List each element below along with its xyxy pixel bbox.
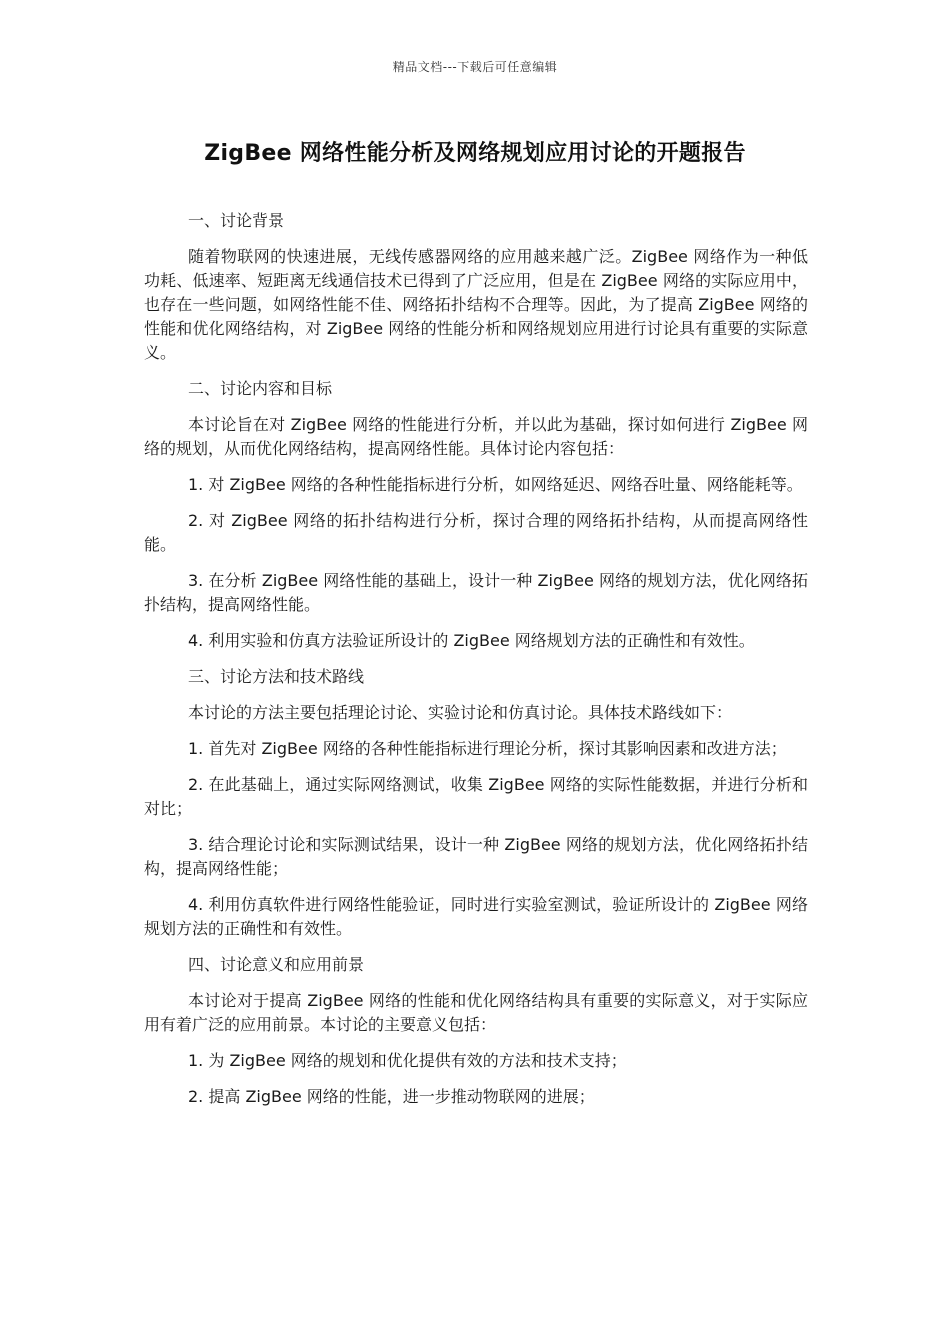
list-item-methods-1: 1. 首先对 ZigBee 网络的各种性能指标进行理论分析，探讨其影响因素和改进方法； — [188, 739, 787, 758]
section-heading-methods: 三、讨论方法和技术路线 — [188, 667, 365, 686]
list-item-content-4: 4. 利用实验和仿真方法验证所设计的 ZigBee 网络规划方法的正确性和有效性。 — [188, 631, 755, 650]
header-note: 精品文档---下载后可任意编辑 — [392, 60, 558, 74]
paragraph-background: 随着物联网的快速进展，无线传感器网络的应用越来越广泛。ZigBee 网络作为一种低功耗、低速率、短距离无线通信技术已得到了广泛应用，但是在 ZigBee 网络的实际应用中，也存在一些问题，如网络性能不佳、网络拓扑结构不合理等。因此，为了提高 ZigBee 网络的性能和优化网络结构，对 ZigBee 网络的性能分析和网络规划应用进行讨论具有重要的实际意义。 — [144, 247, 808, 362]
list-item-significance-1: 1. 为 ZigBee 网络的规划和优化提供有效的方法和技术支持； — [188, 1051, 627, 1070]
list-item-methods-3: 3. 结合理论讨论和实际测试结果，设计一种 ZigBee 网络的规划方法，优化网络拓扑结构，提高网络性能； — [144, 835, 808, 878]
section-heading-significance: 四、讨论意义和应用前景 — [188, 955, 365, 974]
section-heading-background: 一、讨论背景 — [188, 211, 285, 230]
list-item-methods-2: 2. 在此基础上，通过实际网络测试，收集 ZigBee 网络的实际性能数据，并进行分析和对比； — [144, 775, 808, 818]
list-item-content-2: 2. 对 ZigBee 网络的拓扑结构进行分析，探讨合理的网络拓扑结构，从而提高网络性能。 — [144, 511, 808, 554]
paragraph-significance-intro: 本讨论对于提高 ZigBee 网络的性能和优化网络结构具有重要的实际意义，对于实际应用有着广泛的应用前景。本讨论的主要意义包括： — [144, 991, 808, 1034]
list-item-content-1: 1. 对 ZigBee 网络的各种性能指标进行分析，如网络延迟、网络吞吐量、网络能耗等。 — [188, 475, 803, 494]
paragraph-methods-intro: 本讨论的方法主要包括理论讨论、实验讨论和仿真讨论。具体技术路线如下： — [188, 703, 733, 722]
paragraph-content-intro: 本讨论旨在对 ZigBee 网络的性能进行分析，并以此为基础，探讨如何进行 ZigBee 网络的规划，从而优化网络结构，提高网络性能。具体讨论内容包括： — [144, 415, 808, 458]
document-body — [144, 209, 808, 1121]
list-item-significance-2: 2. 提高 ZigBee 网络的性能，进一步推动物联网的进展； — [188, 1087, 595, 1106]
list-item-content-3: 3. 在分析 ZigBee 网络性能的基础上，设计一种 ZigBee 网络的规划方法，优化网络拓扑结构，提高网络性能。 — [144, 571, 808, 614]
document-title: ZigBee 网络性能分析及网络规划应用讨论的开题报告 — [204, 141, 746, 166]
list-item-methods-4: 4. 利用仿真软件进行网络性能验证，同时进行实验室测试，验证所设计的 ZigBee 网络规划方法的正确性和有效性。 — [144, 895, 808, 938]
section-heading-content-goals: 二、讨论内容和目标 — [188, 379, 333, 398]
